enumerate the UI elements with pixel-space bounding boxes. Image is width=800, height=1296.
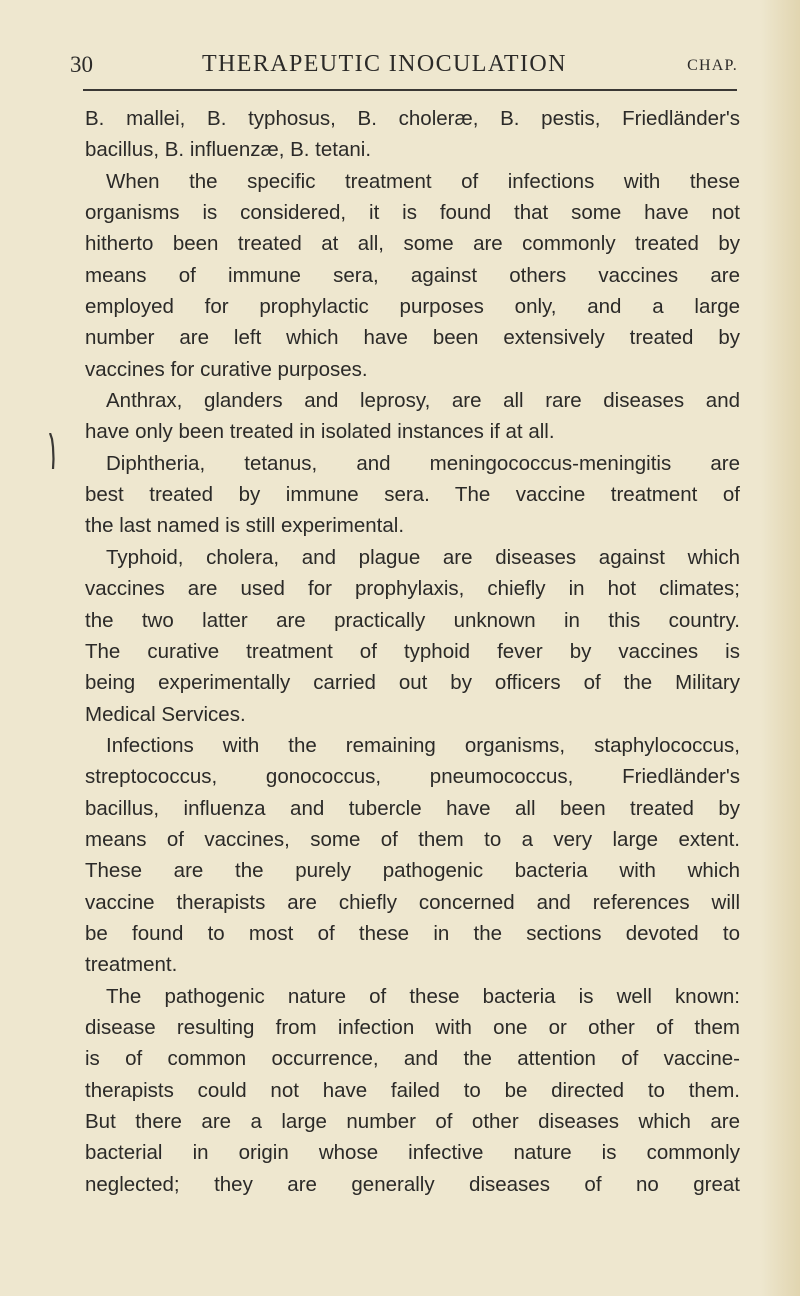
text-line: is of common occurrence, and the attention of vaccine- bbox=[85, 1047, 740, 1071]
text-line: bacillus, B. influenzæ, B. tetani. bbox=[85, 138, 372, 162]
text-line: Diphtheria, tetanus, and meningococcus-meningitis are bbox=[106, 451, 740, 475]
text-line: bacterial in origin whose infective nature is commonly bbox=[85, 1141, 740, 1165]
text-line: B. mallei, B. typhosus, B. choleræ, B. pestis, Friedländer's bbox=[85, 107, 740, 130]
paragraph bbox=[85, 448, 740, 542]
text-line: the last named is still experimental. bbox=[85, 514, 405, 538]
text-line: neglected; they are generally diseases of no great bbox=[85, 1172, 740, 1196]
page-edge-shadow bbox=[760, 0, 800, 1296]
text-line: Typhoid, cholera, and plague are diseases against which bbox=[106, 545, 740, 569]
paragraph bbox=[85, 730, 740, 981]
paragraph bbox=[85, 981, 740, 1200]
text-line: hitherto been treated at all, some are commonly treated by bbox=[85, 232, 740, 256]
text-line: Infections with the remaining organisms, staphylococcus, bbox=[106, 733, 740, 757]
text-line: But there are a large number of other diseases which are bbox=[85, 1110, 740, 1133]
text-line: vaccines are used for prophylaxis, chiefly in hot climates; bbox=[85, 577, 740, 601]
page-number: 30 bbox=[70, 52, 93, 77]
text-line: streptococcus, gonococcus, pneumococcus, Friedländer's bbox=[85, 765, 740, 789]
text-line: being experimentally carried out by officers of the Military bbox=[85, 671, 740, 695]
text-line: means of immune sera, against others vaccines are bbox=[85, 263, 740, 287]
chapter-label: CHAP. bbox=[687, 57, 738, 74]
text-line: bacillus, influenza and tubercle have all been treated by bbox=[85, 796, 740, 820]
margin-pencil-mark-icon bbox=[49, 433, 55, 469]
text-line: number are left which have been extensively treated by bbox=[85, 326, 740, 350]
text-line: The curative treatment of typhoid fever by vaccines is bbox=[85, 639, 740, 663]
text-line: vaccine therapists are chiefly concerned and references will bbox=[85, 890, 740, 914]
paragraph bbox=[85, 103, 740, 166]
text-line: Anthrax, glanders and leprosy, are all rare diseases and bbox=[106, 389, 740, 413]
running-title: THERAPEUTIC INOCULATION bbox=[202, 51, 567, 77]
text-line: be found to most of these in the sections devoted to bbox=[85, 921, 740, 945]
text-line: These are the purely pathogenic bacteria with which bbox=[85, 859, 740, 883]
text-line: Medical Services. bbox=[85, 702, 246, 726]
text-line: The pathogenic nature of these bacteria is well known: bbox=[106, 984, 740, 1008]
text-line: means of vaccines, some of them to a very large extent. bbox=[85, 827, 740, 851]
text-line: have only been treated in isolated instances if at all. bbox=[85, 420, 555, 444]
text-line: treatment. bbox=[85, 953, 178, 977]
paragraph bbox=[85, 385, 740, 448]
text-line: organisms is considered, it is found that some have not bbox=[85, 201, 740, 225]
text-line: When the specific treatment of infections with these bbox=[106, 169, 740, 193]
text-line: vaccines for curative purposes. bbox=[85, 357, 368, 381]
text-line: best treated by immune sera. The vaccine treatment of bbox=[85, 483, 740, 507]
text-line: the two latter are practically unknown in this country. bbox=[85, 608, 740, 632]
paragraph bbox=[85, 166, 740, 385]
header-rule bbox=[83, 89, 737, 91]
text-line: disease resulting from infection with one or other of them bbox=[85, 1015, 740, 1039]
text-line: employed for prophylactic purposes only, and a large bbox=[85, 295, 740, 319]
running-header bbox=[70, 50, 738, 90]
paragraph bbox=[85, 542, 740, 730]
text-line: therapists could not have failed to be directed to them. bbox=[85, 1078, 740, 1102]
body-text bbox=[85, 103, 740, 1200]
